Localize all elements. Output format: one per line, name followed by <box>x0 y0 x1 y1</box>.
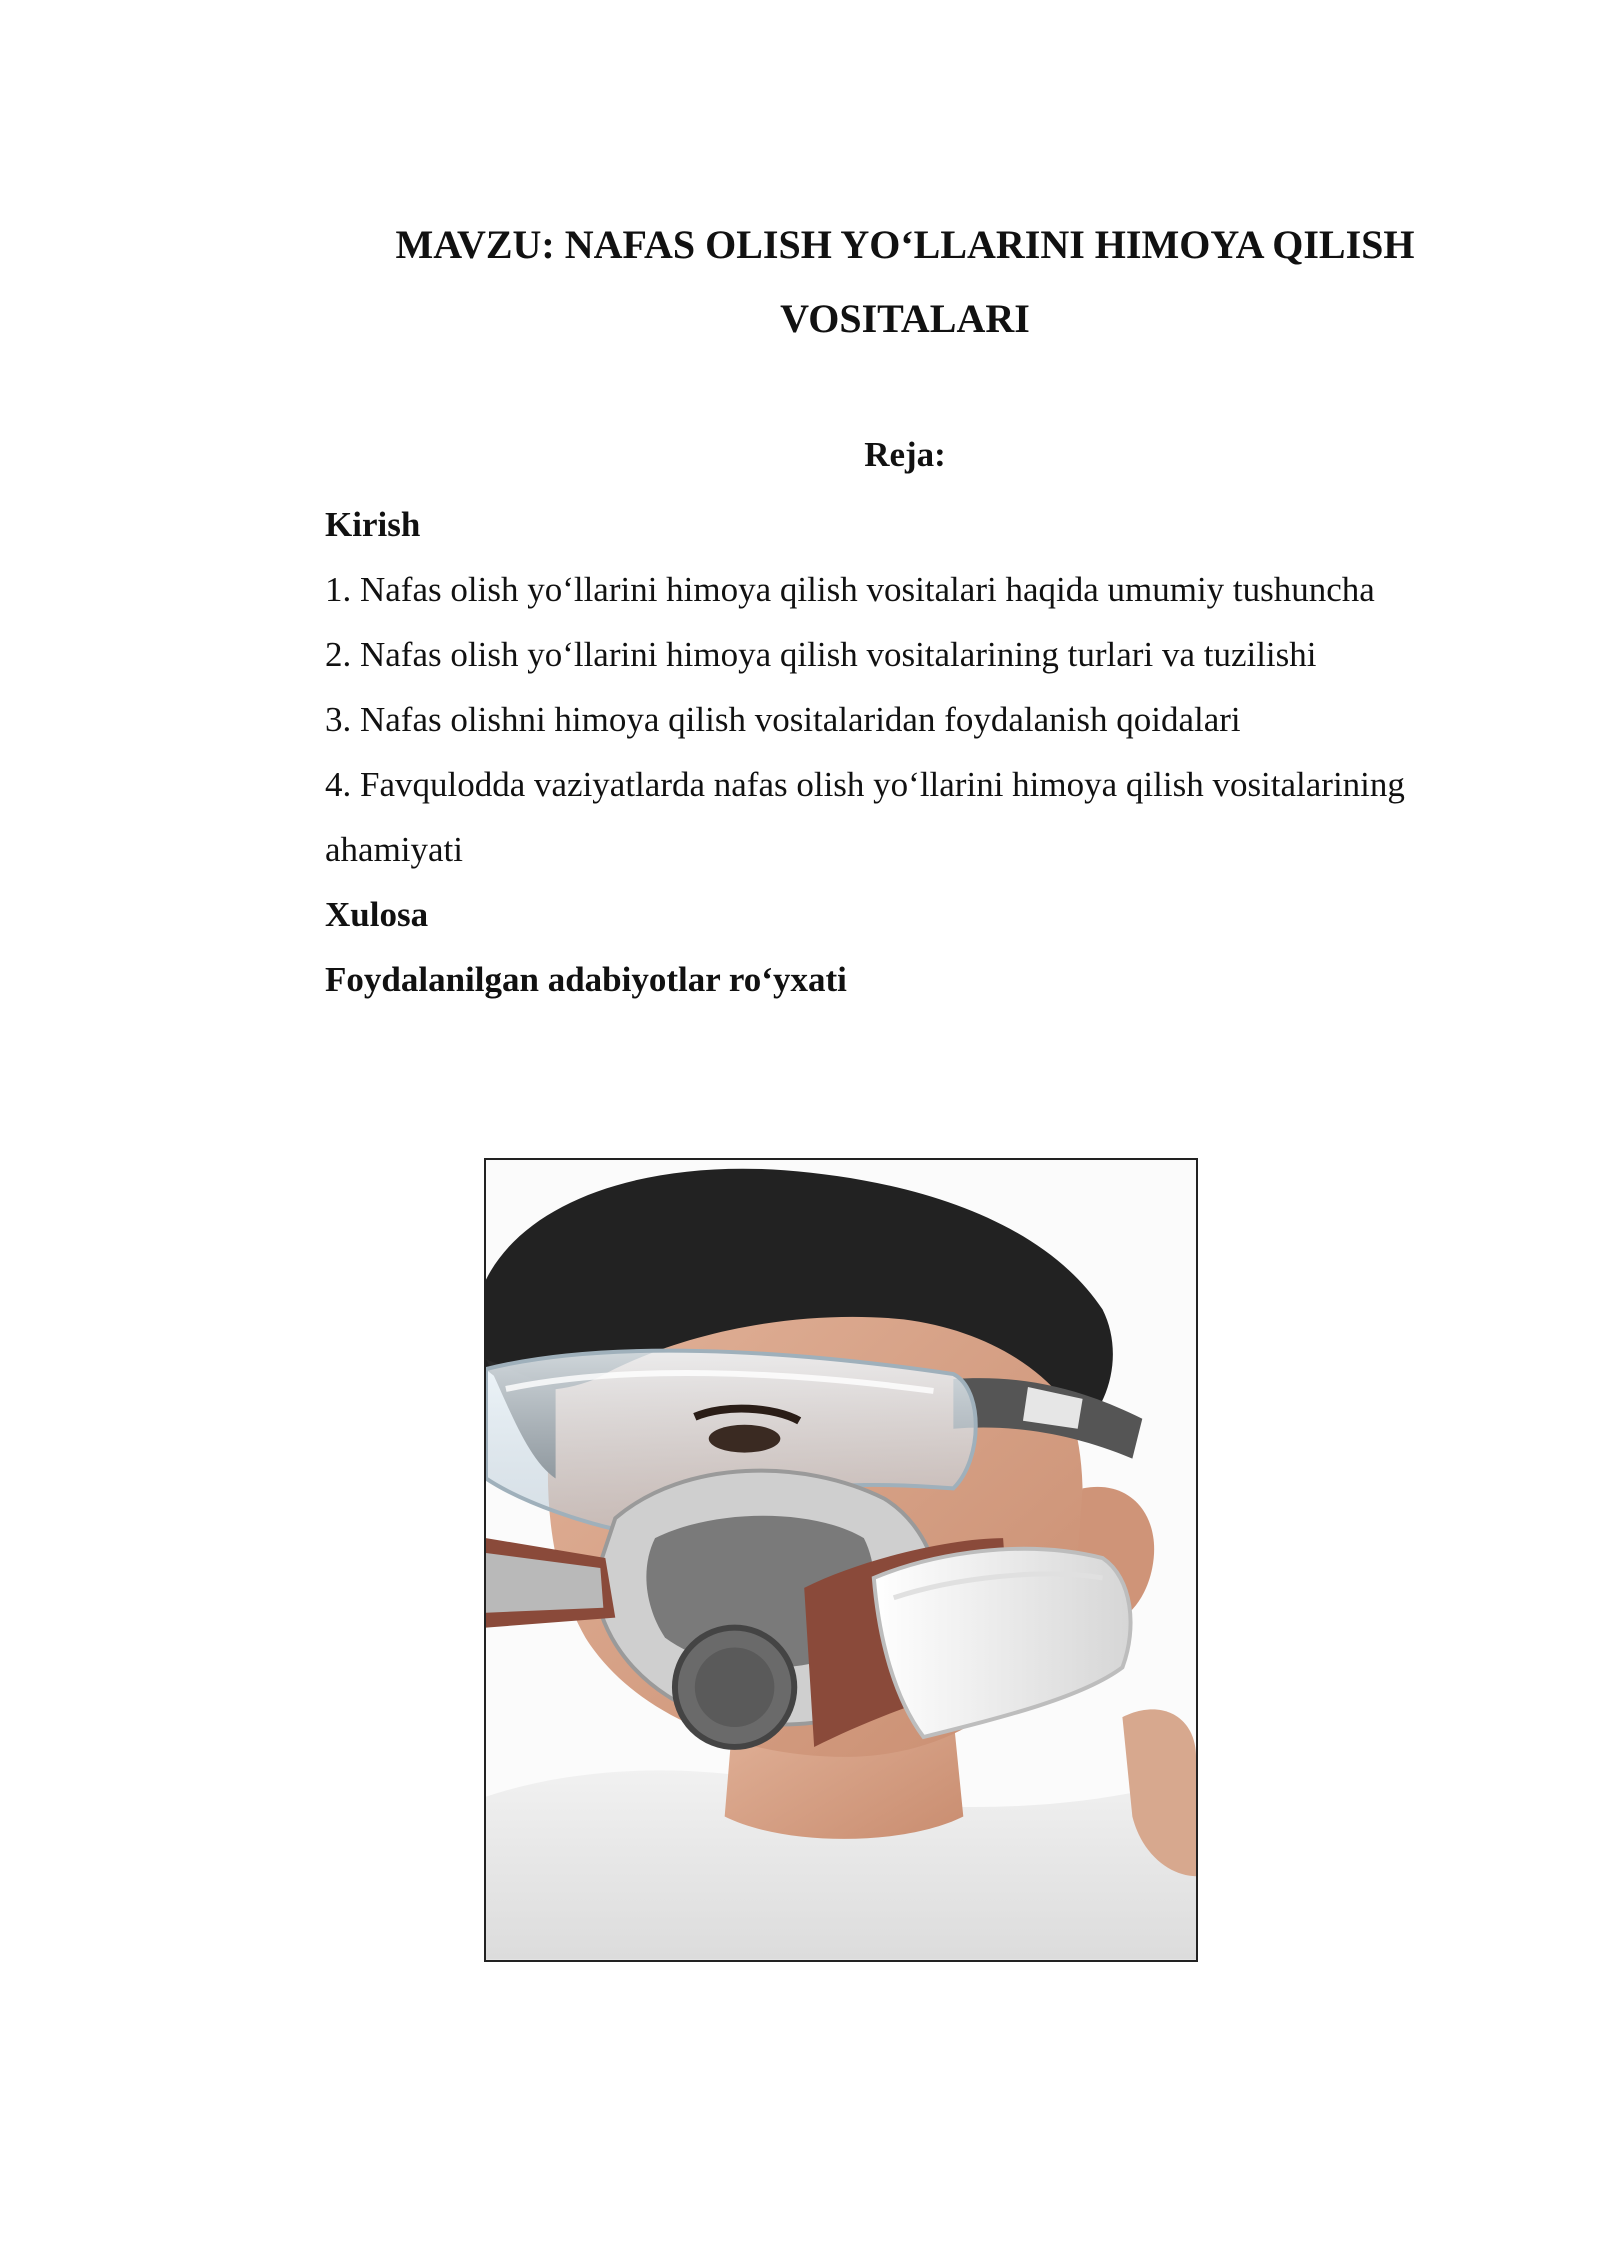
plan-item: 4. Favqulodda vaziyatlarda nafas olish yo‘llarini himoya qilish vositalarining <box>325 765 1405 804</box>
plan-item: 2. Nafas olish yo‘llarini himoya qilish vositalarining turlari va tuzilishi <box>325 635 1317 674</box>
plan-item: ahamiyati <box>325 830 464 869</box>
respirator-photo <box>484 1158 1198 1962</box>
plan-item: Foydalanilgan adabiyotlar ro‘yxati <box>325 960 847 999</box>
title-line-1: MAVZU: NAFAS OLISH YO‘LLARINI HIMOYA QILISH <box>395 222 1415 267</box>
title-line-2: VOSITALARI <box>780 296 1030 341</box>
plan-list <box>325 492 1505 1012</box>
respirator-illustration <box>486 1160 1196 1960</box>
plan-item: 1. Nafas olish yo‘llarini himoya qilish vositalari haqida umumiy tushuncha <box>325 570 1375 609</box>
plan-heading: Reja: <box>864 435 946 474</box>
plan-item: 3. Nafas olishni himoya qilish vositalaridan foydalanish qoidalari <box>325 700 1241 739</box>
document-title <box>300 208 1510 356</box>
plan-item: Xulosa <box>325 895 429 934</box>
plan-item: Kirish <box>325 505 421 544</box>
